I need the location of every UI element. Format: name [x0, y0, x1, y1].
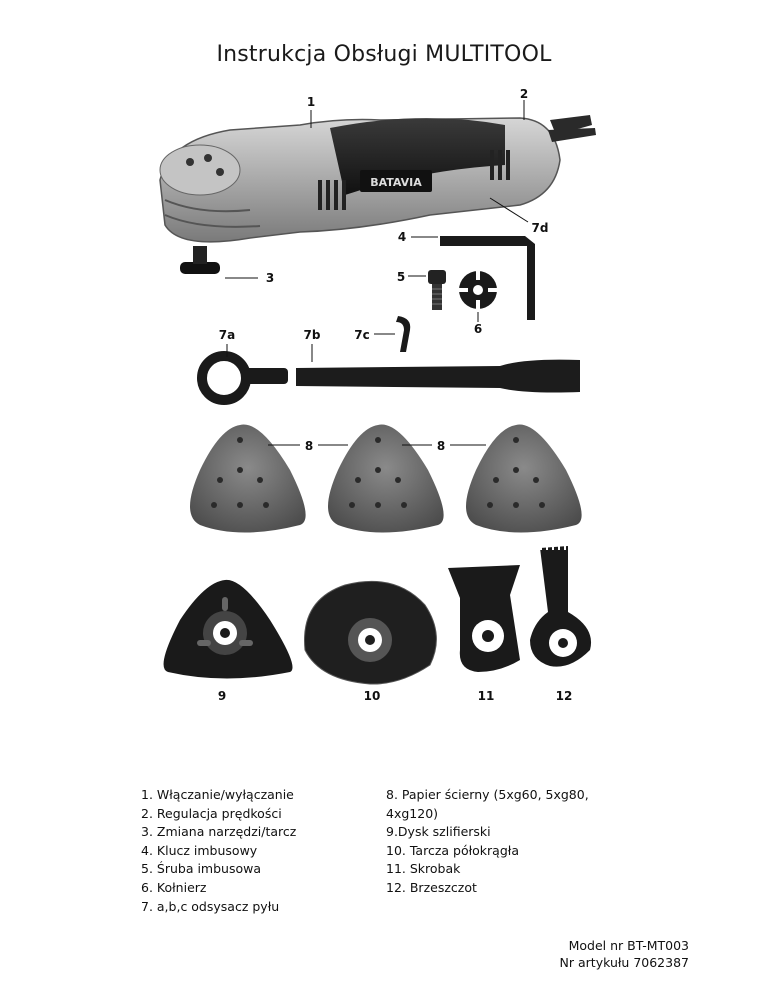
sanding-paper-2	[328, 425, 444, 533]
saw-blade	[530, 546, 591, 667]
brand-logo: BATAVIA	[370, 176, 422, 189]
callout-6: 6	[473, 322, 483, 336]
legend-item: 1. Włączanie/wyłączanie	[141, 787, 294, 802]
callout-7b: 7b	[303, 328, 321, 342]
semicircle-blade	[305, 581, 437, 684]
legend-item: 11. Skrobak	[386, 861, 461, 877]
callout-4: 4	[397, 230, 407, 244]
legend-item: 2. Regulacja prędkości	[141, 805, 282, 821]
dust-extractor-ring	[202, 356, 288, 400]
legend-item: 6. Kołnierz	[141, 879, 207, 895]
legend-item: 4. Klucz imbusowy	[141, 842, 258, 858]
callout-8-right: 8	[436, 439, 446, 453]
parts-legend-left	[141, 786, 381, 916]
sanding-disc	[164, 580, 293, 679]
callout-11: 11	[477, 689, 495, 703]
dust-extractor-clip	[396, 316, 410, 352]
callout-12: 12	[555, 689, 573, 703]
callout-10: 10	[363, 689, 381, 703]
model-info	[560, 937, 689, 971]
callout-7d: 7d	[531, 221, 549, 235]
legend-item: 12. Brzeszczot	[386, 879, 477, 895]
legend-item: 5. Śruba imbusowa	[141, 861, 262, 877]
callout-2: 2	[519, 87, 529, 101]
legend-item: 3. Zmiana narzędzi/tarcz	[141, 824, 297, 840]
legend-item: 8. Papier ścierny (5xg60, 5xg80, 4xg120)	[386, 787, 589, 821]
sanding-paper-1	[190, 425, 306, 533]
flange	[459, 271, 497, 309]
hex-screw	[428, 270, 446, 310]
callout-7c: 7c	[354, 328, 370, 342]
parts-legend-right	[386, 786, 646, 898]
callout-8-left: 8	[304, 439, 314, 453]
page-title: Instrukcja Obsługi MULTITOOL	[216, 42, 552, 67]
model-number: Model nr BT-MT003	[568, 938, 689, 953]
callout-7a: 7a	[218, 328, 236, 342]
dust-extractor-tube	[296, 360, 580, 393]
legend-item: 10. Tarcza półokrągła	[386, 842, 519, 858]
callout-9: 9	[217, 689, 227, 703]
callout-3: 3	[265, 271, 275, 285]
article-number: Nr artykułu 7062387	[559, 955, 689, 970]
legend-item: 9.Dysk szlifierski	[386, 824, 491, 840]
legend-item: 7. a,b,c odsysacz pyłu	[141, 898, 280, 914]
scraper-blade	[448, 565, 520, 672]
callout-1: 1	[306, 95, 316, 109]
sanding-paper-3	[466, 425, 582, 533]
callout-5: 5	[396, 270, 406, 284]
